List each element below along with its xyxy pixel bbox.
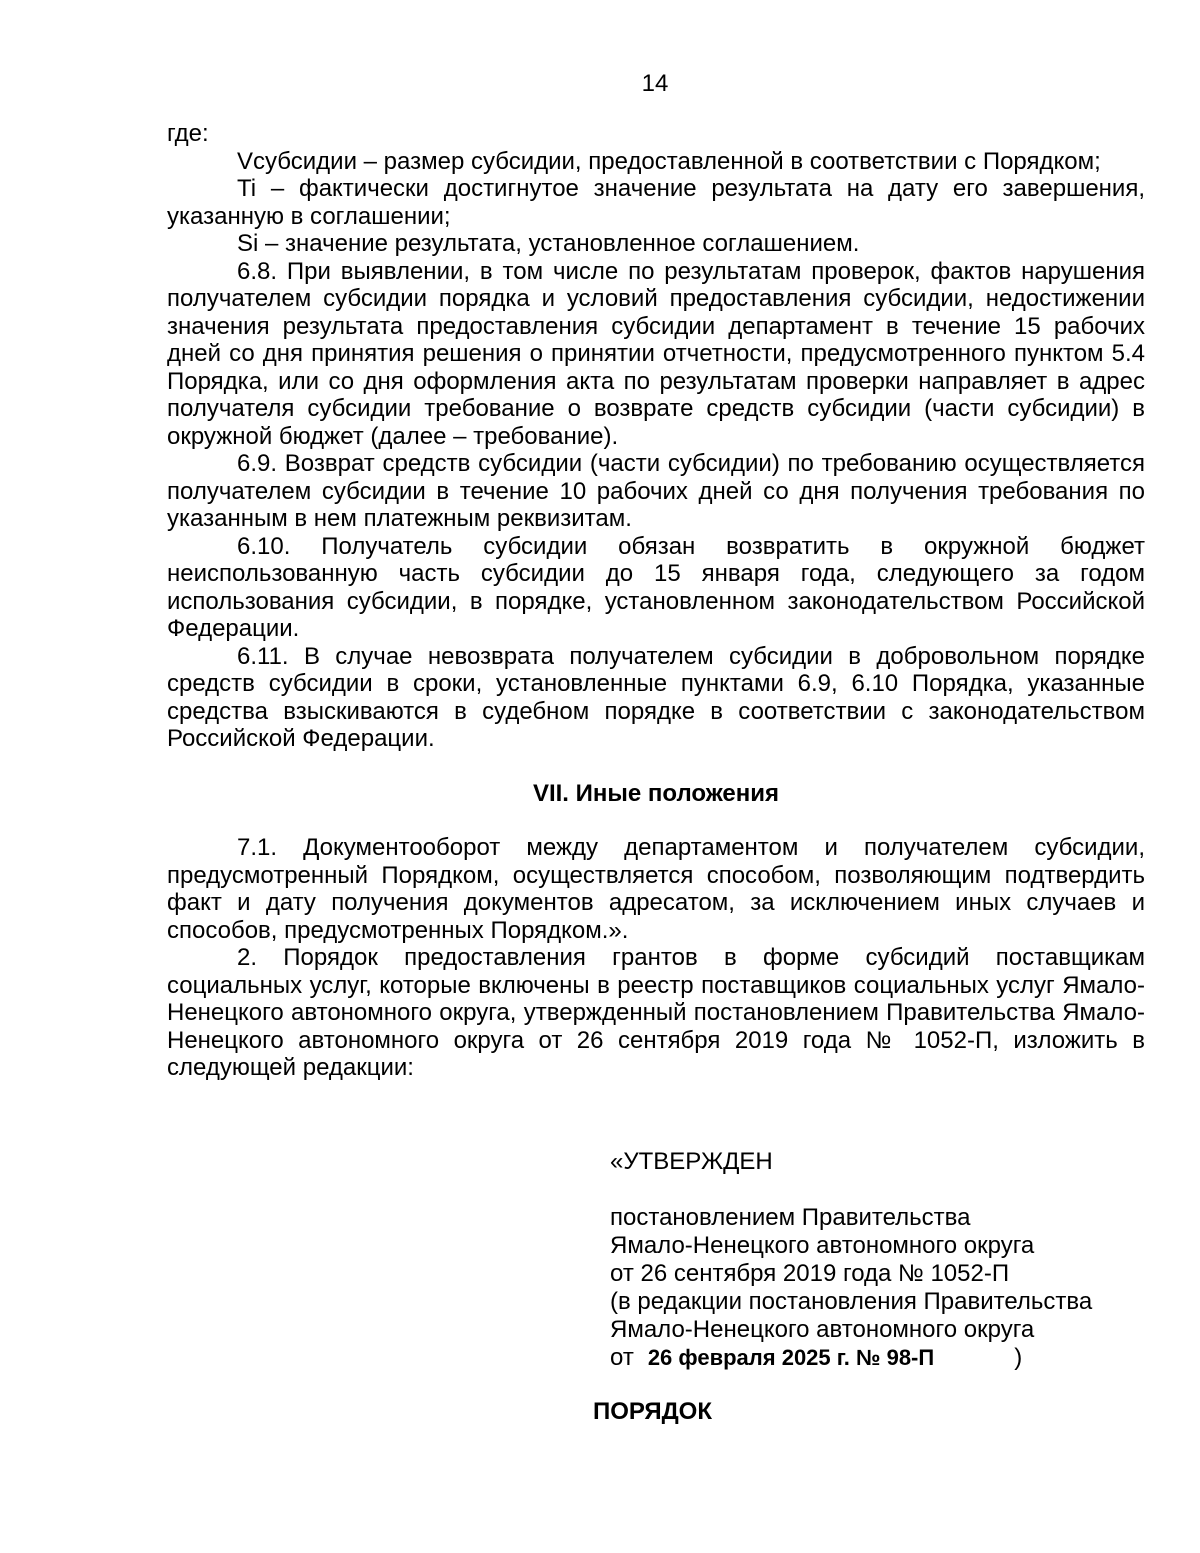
approval-line: Ямало-Ненецкого автономного округа	[610, 1316, 1035, 1343]
document-body	[167, 120, 1145, 1082]
paragraph-7-1: 7.1. Документооборот между департаментом и получателем субсидии, предусмотренный Порядком, осуществляется способом, позволяющим подтвердить факт и дату получения документов адресатом, за исключением иных случаев и способов, предусмотренных Порядком.».	[167, 834, 1145, 944]
paragraph-6-8: 6.8. При выявлении, в том числе по результатам проверок, фактов нарушения получателем субсидии порядка и условий предоставления субсидии, недостижении значения результата предоставления субсидии департамент в течение 15 рабочих дней со дня принятия решения о принятии отчетности, предусмотренного пунктом 5.4 Порядка, или со дня оформления акта по результатам проверки направляет в адрес получателя субсидии требование о возврате средств субсидии (части субсидии) в окружной бюджет (далее – требование).	[167, 257, 1145, 450]
paragraph-ti: Ti – фактически достигнутое значение результата на дату его завершения, указанную в соглашении;	[167, 175, 1145, 230]
paragraph-where: где:	[167, 120, 209, 147]
approval-line: Ямало-Ненецкого автономного округа	[610, 1232, 1035, 1259]
approval-date-value: 26 февраля 2025 г. № 98-П	[647, 1345, 935, 1370]
approval-close-paren: )	[1014, 1344, 1023, 1371]
paragraph-6-9: 6.9. Возврат средств субсидии (части субсидии) по требованию осуществляется получателем субсидии в течение 10 рабочих дней со дня получения требования по указанным в нем платежным реквизитам.	[167, 450, 1145, 532]
paragraph-si: Si – значение результата, установленное соглашением.	[237, 230, 860, 257]
paragraph-6-10: 6.10. Получатель субсидии обязан возвратить в окружной бюджет неиспользованную часть субсидии до 15 января года, следующего за годом использования субсидии, в порядке, установленном законодательством Российской Федерации.	[167, 532, 1145, 642]
approval-block	[610, 1148, 1170, 1372]
approval-heading: «УТВЕРЖДЕН	[610, 1148, 773, 1175]
approval-line: (в редакции постановления Правительства	[610, 1288, 1093, 1315]
section-title: VII. Иные положения	[532, 779, 780, 807]
approval-line: от 26 сентября 2019 года № 1052-П	[610, 1260, 1010, 1287]
approval-date-line	[610, 1344, 1170, 1372]
page-number: 14	[641, 70, 669, 97]
approval-date-prefix: от	[610, 1344, 634, 1371]
document-title: ПОРЯДОК	[593, 1398, 712, 1425]
approval-line: постановлением Правительства	[610, 1204, 971, 1231]
paragraph-2: 2. Порядок предоставления грантов в форме субсидий поставщикам социальных услуг, которые включены в реестр поставщиков социальных услуг Ямало-Ненецкого автономного округа, утвержденный постановлением Правительства Ямало-Ненецкого автономного округа от 26 сентября 2019 года № 1052-П, изложить в следующей редакции:	[167, 944, 1145, 1081]
paragraph-6-11: 6.11. В случае невозврата получателем субсидии в добровольном порядке средств субсидии в сроки, установленные пунктами 6.9, 6.10 Порядка, указанные средства взыскиваются в судебном порядке в соответствии с законодательством Российской Федерации.	[167, 642, 1145, 752]
paragraph-v-subsidy: Vсубсидии – размер субсидии, предоставленной в соответствии с Порядком;	[237, 147, 1101, 175]
